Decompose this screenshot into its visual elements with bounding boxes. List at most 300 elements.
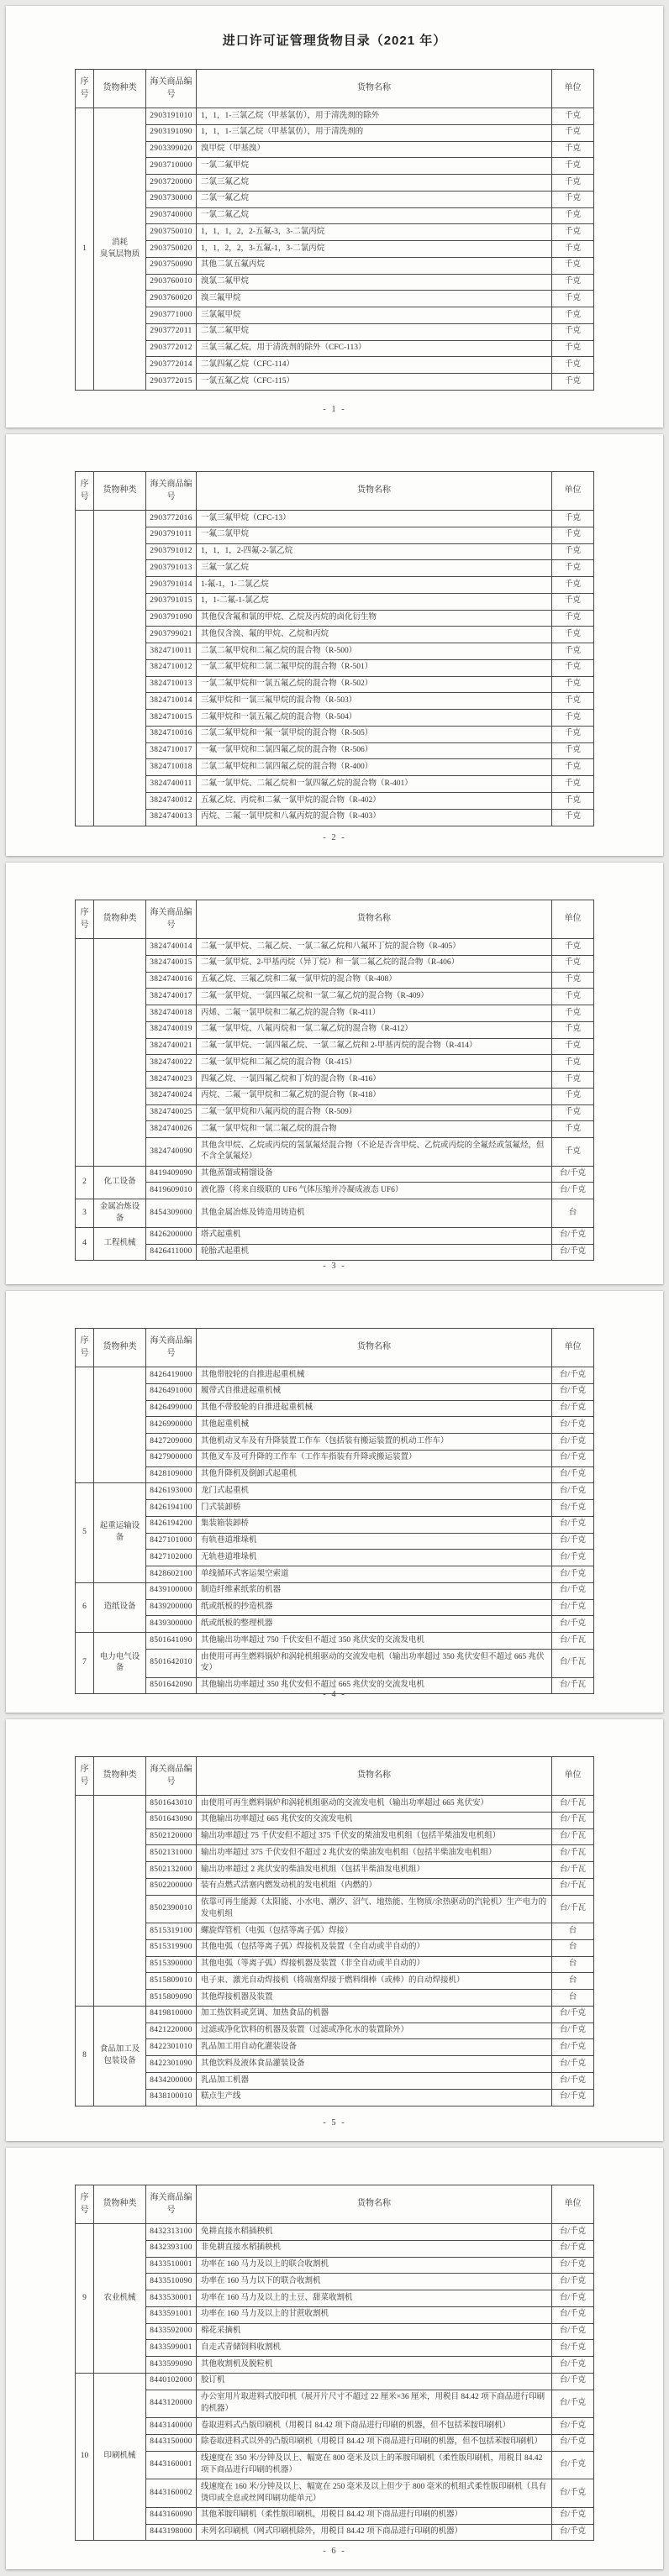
goods-name-cell: 免耕直接水稻插秧机: [197, 2224, 552, 2241]
unit-cell: 千克: [552, 1088, 594, 1104]
table-row: [76, 1434, 594, 1451]
hs-code-cell: 3824740014: [146, 939, 197, 956]
table-row: [76, 2323, 594, 2340]
goods-name-cell: 其他含甲烷、乙烷或丙烷的氢氯氟烃混合物（不论是否含甲烷、乙烷或丙烷的全氟烃或氢氟烃，但不含全氯氟烃）: [197, 1138, 552, 1167]
column-header: 货物种类: [94, 1329, 146, 1367]
document-page: [6, 2148, 663, 2569]
column-header: 单位: [552, 472, 594, 511]
seq-cell: 9: [76, 2224, 94, 2374]
goods-name-cell: 输出功率超过 75 千伏安但不超过 375 千伏安的柴油发电机组（包括半柴油发电机组）: [197, 1828, 552, 1845]
unit-cell: 千克: [552, 1104, 594, 1121]
goods-name-cell: 二氟一氯甲烷、八氟丙烷和一氯二氟乙烷的混合物（R-412）: [197, 1021, 552, 1038]
hs-code-cell: 3824710014: [146, 693, 197, 710]
goods-name-cell: 纸或纸板的抄造机器: [197, 1599, 552, 1616]
goods-name-cell: 纸或纸板的整理机器: [197, 1616, 552, 1633]
unit-cell: 千克: [552, 241, 594, 258]
hs-code-cell: 8432313100: [146, 2224, 197, 2241]
table-row: [76, 1383, 594, 1400]
unit-cell: 千克: [552, 560, 594, 577]
hs-code-cell: 8501642090: [146, 1677, 197, 1694]
unit-cell: 台/千克: [552, 1466, 594, 1483]
unit-cell: 台/千克: [552, 2306, 594, 2323]
column-header: 序号: [76, 1757, 94, 1796]
goods-name-cell: 功率在 160 马力及以上的土豆、甜菜收割机: [197, 2290, 552, 2307]
hs-code-cell: 8426200000: [146, 1227, 197, 1244]
goods-name-cell: 未列名印刷机（网式印刷机除外，用税目 84.42 项下商品进行印刷的机器）: [197, 2524, 552, 2541]
column-header: 序号: [76, 70, 94, 108]
unit-cell: 台/千克: [552, 1166, 594, 1183]
goods-name-cell: 无轨巷道堆垛机: [197, 1550, 552, 1566]
unit-cell: 台/千克: [552, 2340, 594, 2357]
table-row: [76, 543, 594, 560]
goods-name-cell: 其他金属冶炼及铸造用铸造机: [197, 1199, 552, 1228]
unit-cell: 千克: [552, 374, 594, 391]
goods-name-cell: 糕点生产线: [197, 2089, 552, 2106]
category-cell: [94, 108, 146, 391]
table-row: [76, 989, 594, 1005]
unit-cell: 台/千瓦: [552, 1878, 594, 1895]
unit-cell: 千克: [552, 989, 594, 1005]
column-header: 海关商品编号: [146, 2185, 197, 2224]
table-row: [76, 1923, 594, 1940]
hs-code-cell: 2903772015: [146, 374, 197, 391]
goods-name-cell: 二氟一氯甲烷、2-甲基丙烷（异丁烷）和一氯二氟乙烷的混合物（R-406）: [197, 955, 552, 972]
unit-cell: 台/千克: [552, 2240, 594, 2257]
goods-name-cell: 二氟甲烷和一氯五氟乙烷的混合物（R-504）: [197, 710, 552, 727]
table-row: [76, 676, 594, 693]
unit-cell: 台/千克: [552, 2006, 594, 2023]
hs-code-cell: 2903750090: [146, 257, 197, 274]
seq-cell: 6: [76, 1582, 94, 1632]
unit-cell: 台/千克: [552, 2039, 594, 2056]
goods-name-cell: 加工热饮料或烹调、加热食品的机器: [197, 2006, 552, 2023]
goods-name-cell: 棉花采摘机: [197, 2323, 552, 2340]
unit-cell: 台/千瓦: [552, 1677, 594, 1694]
hs-code-cell: 8422301010: [146, 2039, 197, 2056]
hs-code-cell: 8433599090: [146, 2357, 197, 2374]
unit-cell: 台/千克: [552, 2418, 594, 2435]
goods-name-cell: 电子束、激光自动焊接机（将端塞焊接于燃料细棒（或棒）的自动焊接机）: [197, 1973, 552, 1990]
seq-cell: 2: [76, 1166, 94, 1199]
hs-code-cell: 3824740018: [146, 1005, 197, 1022]
category-cell: [94, 1633, 146, 1694]
hs-code-cell: 2903750020: [146, 241, 197, 258]
table-row: [76, 1466, 594, 1483]
goods-name-cell: 塔式起重机: [197, 1227, 552, 1244]
column-header: 货物种类: [94, 1757, 146, 1796]
goods-name-cell: 其他不带胶轮的自推进起重机械: [197, 1400, 552, 1417]
hs-code-cell: 8419409090: [146, 1166, 197, 1183]
column-header: 货物名称: [197, 900, 552, 939]
unit-cell: 台/千克: [552, 1400, 594, 1417]
hs-code-cell: 8443198000: [146, 2524, 197, 2541]
hs-code-cell: 8443160002: [146, 2479, 197, 2508]
hs-code-cell: 8515319900: [146, 1939, 197, 1956]
goods-name-cell: 功率在 160 马力及以上的联合收割机: [197, 2257, 552, 2274]
column-header: 海关商品编号: [146, 472, 197, 511]
table-row: [76, 340, 594, 357]
table-row: [76, 2479, 594, 2508]
table-row: [76, 1450, 594, 1466]
unit-cell: 千克: [552, 1021, 594, 1038]
hs-code-cell: 8439200000: [146, 1599, 197, 1616]
document-page: [6, 6, 663, 428]
hs-code-cell: 8421220000: [146, 2023, 197, 2039]
unit-cell: 千克: [552, 340, 594, 357]
hs-code-cell: 2903791015: [146, 593, 197, 610]
table-row: [76, 2056, 594, 2073]
category-label: 化工设备: [103, 1178, 136, 1187]
table-row: [76, 2524, 594, 2541]
goods-name-cell: 卷取进料式凸版印刷机（用税目 84.42 项下商品进行印刷的机器，但不包括苯胺印刷机）: [197, 2418, 552, 2435]
column-header: 货物名称: [197, 1757, 552, 1796]
table-row: [76, 141, 594, 158]
table-row: [76, 1244, 594, 1261]
unit-cell: 台: [552, 1923, 594, 1940]
table-row: [76, 1088, 594, 1104]
goods-name-cell: 一氯二氟甲烷: [197, 158, 552, 175]
goods-table: [75, 1756, 594, 2106]
category-label: 印刷机械: [103, 2452, 136, 2461]
table-row: [76, 1038, 594, 1055]
goods-name-cell: 其他带胶轮的自推进起重机械: [197, 1367, 552, 1384]
hs-code-cell: 8427102000: [146, 1550, 197, 1566]
hs-code-cell: 2903772011: [146, 323, 197, 340]
goods-name-cell: 溴甲烷（甲基溴）: [197, 141, 552, 158]
column-header: 海关商品编号: [146, 70, 197, 108]
hs-code-cell: 8502120000: [146, 1828, 197, 1845]
table-row: [76, 2240, 594, 2257]
goods-name-cell: 门式装卸桥: [197, 1500, 552, 1517]
unit-cell: 台: [552, 1956, 594, 1973]
hs-code-cell: 2903791013: [146, 560, 197, 577]
hs-code-cell: 3824740022: [146, 1055, 197, 1072]
header-row: [76, 70, 594, 108]
table-row: [76, 693, 594, 710]
unit-cell: 台/千克: [552, 1533, 594, 1550]
unit-cell: 千克: [552, 793, 594, 810]
category-label: 电力电气设备: [99, 1652, 140, 1673]
unit-cell: 台/千克: [552, 2390, 594, 2418]
hs-code-cell: 8419810000: [146, 2006, 197, 2023]
hs-code-cell: 8443120000: [146, 2390, 197, 2418]
goods-name-cell: 三氯氟甲烷: [197, 307, 552, 324]
hs-code-cell: 8454309000: [146, 1199, 197, 1228]
goods-name-cell: 1，1，1-三氯乙烷（甲基氯仿），用于清洗剂的: [197, 124, 552, 141]
goods-name-cell: 轮胎式起重机: [197, 1244, 552, 1261]
hs-code-cell: 3824710015: [146, 710, 197, 727]
category-label: 食品加工及: [99, 2044, 140, 2054]
hs-code-cell: 8439100000: [146, 1582, 197, 1599]
table-row: [76, 1650, 594, 1678]
unit-cell: 台/千克: [552, 1550, 594, 1566]
goods-name-cell: 二氯二氟甲烷和二氟乙烷的混合物（R-500）: [197, 643, 552, 660]
unit-cell: 千克: [552, 726, 594, 742]
unit-cell: 台/千克: [552, 1582, 594, 1599]
header-row: [76, 1329, 594, 1367]
column-header: 单位: [552, 70, 594, 108]
goods-name-cell: 1，1，1-三氯乙烷（甲基氯仿），用于清洗剂的除外: [197, 108, 552, 125]
unit-cell: 千克: [552, 1005, 594, 1022]
goods-name-cell: 1-氟-1，1-二氯乙烷: [197, 577, 552, 594]
unit-cell: 台/千瓦: [552, 1812, 594, 1828]
seq-cell: 4: [76, 1227, 94, 1261]
category-label: 包装设备: [103, 2056, 136, 2065]
hs-code-cell: 8439300000: [146, 1616, 197, 1633]
hs-code-cell: 8443140000: [146, 2418, 197, 2435]
unit-cell: 千克: [552, 577, 594, 594]
goods-name-cell: 其他二氯五氟丙烷: [197, 257, 552, 274]
unit-cell: 台/千瓦: [552, 1828, 594, 1845]
unit-cell: 千克: [552, 291, 594, 307]
goods-name-cell: 1，1-二氟-1-氯乙烷: [197, 593, 552, 610]
column-header: 单位: [552, 1329, 594, 1367]
goods-name-cell: 一氯三氟甲烷（CFC-13）: [197, 511, 552, 527]
hs-code-cell: 3824710011: [146, 643, 197, 660]
unit-cell: 千克: [552, 175, 594, 191]
goods-name-cell: 一氟二氯甲烷: [197, 527, 552, 543]
hs-code-cell: 8426990000: [146, 1417, 197, 1434]
column-header: 货物种类: [94, 900, 146, 939]
unit-cell: 台/千克: [552, 2056, 594, 2073]
table-row: [76, 710, 594, 727]
table-row: [76, 1633, 594, 1650]
table-row: [76, 1566, 594, 1583]
goods-name-cell: 二氟一氯甲烷和一氯二氟乙烷的混合物: [197, 1121, 552, 1138]
goods-name-cell: 其他升降机及倒卸式起重机: [197, 1466, 552, 1483]
column-header: 序号: [76, 2185, 94, 2224]
hs-code-cell: 8438100010: [146, 2089, 197, 2106]
goods-name-cell: 丙烯、二氟一氯甲烷和二氟乙烷的混合物（R-411）: [197, 1005, 552, 1022]
unit-cell: 千克: [552, 955, 594, 972]
category-cell: [94, 1582, 146, 1632]
category-cell: [94, 2373, 146, 2540]
seq-cell: 1: [76, 108, 94, 391]
goods-name-cell: 二氟一氯甲烷和二氟乙烷的混合物（R-415）: [197, 1055, 552, 1072]
goods-name-cell: 由使用可再生燃料锅炉和涡轮机组驱动的交流发电机（输出功率超过 350 兆伏安但不超过 665 兆伏安）: [197, 1650, 552, 1678]
unit-cell: 台: [552, 1939, 594, 1956]
unit-cell: 台/千克: [552, 1227, 594, 1244]
goods-name-cell: 二氟一氯甲烷、二氟乙烷和一氯四氟乙烷的混合物（R-401）: [197, 776, 552, 793]
table-row: [76, 1183, 594, 1199]
table-row: [76, 1400, 594, 1417]
table-row: [76, 1582, 594, 1599]
table-row: [76, 776, 594, 793]
table-row: [76, 108, 594, 125]
unit-cell: 台/千克: [552, 1183, 594, 1199]
goods-name-cell: 五氟乙烷、丙烷和二氟一氯甲烷的混合物（R-402）: [197, 793, 552, 810]
goods-name-cell: 其他输出功率超过 665 兆伏安的交流发电机: [197, 1812, 552, 1828]
unit-cell: 台/千克: [552, 1434, 594, 1451]
goods-name-cell: 乳品加工用自动化灌装设备: [197, 2039, 552, 2056]
goods-name-cell: 其他苯胺印刷机（柔性版印刷机，用税目 84.42 项下商品进行印刷的机器）: [197, 2507, 552, 2524]
category-cell: [94, 1227, 146, 1261]
table-row: [76, 2039, 594, 2056]
hs-code-cell: 8515319100: [146, 1923, 197, 1940]
unit-cell: 千克: [552, 1138, 594, 1167]
category-label: 金属冶炼设备: [99, 1202, 140, 1223]
table-row: [76, 511, 594, 527]
table-row: [76, 610, 594, 627]
unit-cell: 台/千克: [552, 1417, 594, 1434]
unit-cell: 台/千克: [552, 1500, 594, 1517]
table-row: [76, 1005, 594, 1022]
goods-name-cell: 丙烷、二氟一氯甲烷和八氟丙烷的混合物（R-403）: [197, 809, 552, 826]
table-row: [76, 2023, 594, 2039]
hs-code-cell: 8433599001: [146, 2340, 197, 2357]
hs-code-cell: 2903771000: [146, 307, 197, 324]
goods-name-cell: 其他收割机及脱粒机: [197, 2357, 552, 2374]
hs-code-cell: 3824710013: [146, 676, 197, 693]
hs-code-cell: 8426194100: [146, 1500, 197, 1517]
hs-code-cell: 2903760010: [146, 274, 197, 291]
goods-name-cell: 二氯一氟乙烷: [197, 191, 552, 207]
category-label: 工程机械: [103, 1239, 136, 1248]
unit-cell: 台/千克: [552, 2257, 594, 2274]
goods-name-cell: 其他电弧（包括等离子弧）焊接机及装置（全自动或半自动的）: [197, 1939, 552, 1956]
goods-name-cell: 三氟甲烷和一氯三氟甲烷的混合物（R-503）: [197, 693, 552, 710]
goods-name-cell: 除卷取进料式以外的凸版印刷机（用税目 84.42 项下商品进行印刷的机器，但不包括苯胺印刷机）: [197, 2434, 552, 2451]
hs-code-cell: 8502132000: [146, 1862, 197, 1879]
hs-code-cell: 8426194200: [146, 1516, 197, 1533]
hs-code-cell: 3824740026: [146, 1121, 197, 1138]
unit-cell: 千克: [552, 759, 594, 776]
goods-name-cell: 溴氯二氟甲烷: [197, 274, 552, 291]
goods-name-cell: 有轨巷道堆垛机: [197, 1533, 552, 1550]
goods-name-cell: 二氯三氟乙烷: [197, 175, 552, 191]
hs-code-cell: 8428109000: [146, 1466, 197, 1483]
goods-name-cell: 其他仅含氟和氯的甲烷、乙烷及丙烷的卤化衍生物: [197, 610, 552, 627]
goods-name-cell: 履带式自推进起重机械: [197, 1383, 552, 1400]
goods-name-cell: 一氯二氟甲烷和二氯二氟甲烷的混合物（R-501）: [197, 659, 552, 676]
table-row: [76, 274, 594, 291]
hs-code-cell: 2903791011: [146, 527, 197, 543]
unit-cell: 台/千克: [552, 2357, 594, 2374]
seq-cell: 10: [76, 2373, 94, 2540]
goods-name-cell: 其他蒸馏或精馏设备: [197, 1166, 552, 1183]
page-number: - 3 -: [323, 1262, 346, 1271]
unit-cell: 台/千瓦: [552, 1895, 594, 1923]
table-row: [76, 2306, 594, 2323]
unit-cell: 千克: [552, 742, 594, 759]
hs-code-cell: 8433510001: [146, 2257, 197, 2274]
goods-name-cell: 其他叉车及可升降的工作车（工作车指装有升降或搬运装置）: [197, 1450, 552, 1466]
table-row: [76, 1367, 594, 1384]
goods-name-cell: 三氯三氟乙烷，用于清洗剂的除外（CFC-113）: [197, 340, 552, 357]
seq-cell: [76, 1367, 94, 1483]
unit-cell: 千克: [552, 323, 594, 340]
goods-name-cell: 胶订机: [197, 2373, 552, 2390]
goods-name-cell: 1，1，1，2-四氟-2-氯乙烷: [197, 543, 552, 560]
hs-code-cell: 3824710012: [146, 659, 197, 676]
goods-name-cell: 其他饮料及液体食品灌装设备: [197, 2056, 552, 2073]
table-row: [76, 158, 594, 175]
unit-cell: 千克: [552, 108, 594, 125]
unit-cell: 千克: [552, 593, 594, 610]
hs-code-cell: 2903740000: [146, 207, 197, 224]
hs-code-cell: 8432393100: [146, 2240, 197, 2257]
goods-name-cell: 液化器（将来自级联的 UF6 气体压缩并冷凝成液态 UF6）: [197, 1183, 552, 1199]
unit-cell: 千克: [552, 972, 594, 989]
unit-cell: 台: [552, 1199, 594, 1228]
page-number: - 4 -: [323, 1690, 346, 1699]
table-row: [76, 726, 594, 742]
unit-cell: 台/千克: [552, 1367, 594, 1384]
goods-name-cell: 功率在 160 马力及以上的甘蔗收割机: [197, 2306, 552, 2323]
hs-code-cell: 8443160001: [146, 2451, 197, 2479]
seq-cell: [76, 939, 94, 1167]
goods-table: [75, 471, 594, 826]
category-label: 消耗: [111, 238, 128, 247]
hs-code-cell: 8501643090: [146, 1812, 197, 1828]
column-header: 货物名称: [197, 472, 552, 511]
hs-code-cell: 2903191010: [146, 108, 197, 125]
goods-name-cell: 乳品加工机器: [197, 2073, 552, 2090]
column-header: 海关商品编号: [146, 900, 197, 939]
table-row: [76, 323, 594, 340]
unit-cell: 台/千克: [552, 2434, 594, 2451]
unit-cell: 台/千克: [552, 1383, 594, 1400]
goods-name-cell: 制造纤维素纸浆的机器: [197, 1582, 552, 1599]
hs-code-cell: 8428602100: [146, 1566, 197, 1583]
table-row: [76, 1828, 594, 1845]
hs-code-cell: 2903760020: [146, 291, 197, 307]
goods-table: [75, 1328, 594, 1694]
document-page: [6, 863, 663, 1284]
table-row: [76, 939, 594, 956]
seq-cell: 5: [76, 1483, 94, 1583]
table-row: [76, 1550, 594, 1566]
hs-code-cell: 3824740016: [146, 972, 197, 989]
hs-code-cell: 8426411000: [146, 1244, 197, 1261]
unit-cell: 台/千克: [552, 2274, 594, 2290]
table-row: [76, 191, 594, 207]
table-row: [76, 374, 594, 391]
unit-cell: 台/千克: [552, 2290, 594, 2307]
hs-code-cell: 2903191090: [146, 124, 197, 141]
column-header: 货物名称: [197, 70, 552, 108]
goods-name-cell: 二氟一氯甲烷、一氯四氟乙烷、一氯二氟乙烷和 2-甲基丙烷的混合物（R-414）: [197, 1038, 552, 1055]
column-header: 序号: [76, 900, 94, 939]
goods-name-cell: 过滤或净化饮料的机器及装置（过滤或净化水的装置除外）: [197, 2023, 552, 2039]
hs-code-cell: 3824740017: [146, 989, 197, 1005]
hs-code-cell: 8501641090: [146, 1633, 197, 1650]
unit-cell: 千克: [552, 776, 594, 793]
unit-cell: 台/千克: [552, 2224, 594, 2241]
table-row: [76, 659, 594, 676]
seq-cell: 3: [76, 1199, 94, 1228]
goods-name-cell: 1，1，2，2，3-五氟-1，3-二氯丙烷: [197, 241, 552, 258]
pages-container: [0, 6, 669, 2569]
unit-cell: 千克: [552, 809, 594, 826]
table-row: [76, 1616, 594, 1633]
hs-code-cell: 3824710017: [146, 742, 197, 759]
page-number: - 6 -: [323, 2547, 346, 2556]
hs-code-cell: 2903799021: [146, 627, 197, 643]
column-header: 单位: [552, 1757, 594, 1796]
document-page: [6, 1719, 663, 2141]
table-row: [76, 2073, 594, 2090]
table-row: [76, 577, 594, 594]
table-row: [76, 241, 594, 258]
document-page: [6, 1291, 663, 1713]
category-cell: [94, 1367, 146, 1483]
goods-name-cell: 单线循环式客运架空索道: [197, 1566, 552, 1583]
hs-code-cell: 2903772016: [146, 511, 197, 527]
table-row: [76, 2089, 594, 2106]
table-row: [76, 1599, 594, 1616]
hs-code-cell: 3824740012: [146, 793, 197, 810]
